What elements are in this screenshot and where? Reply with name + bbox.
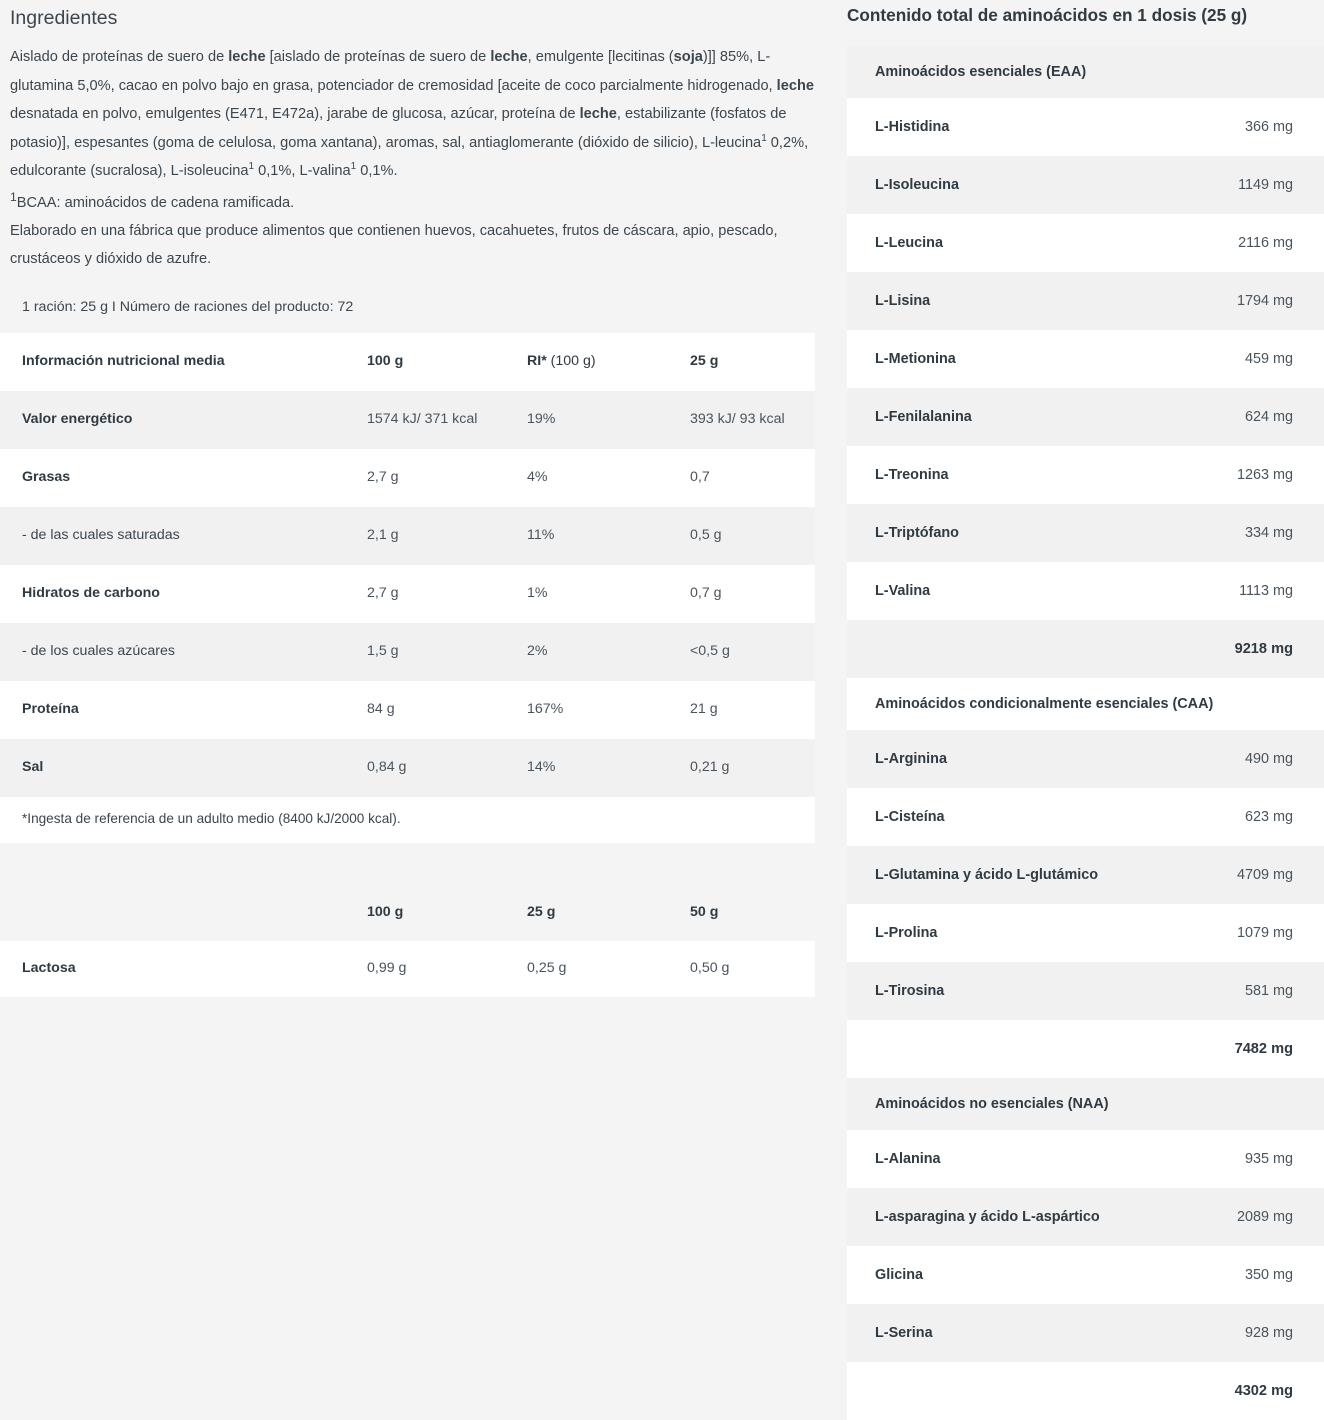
- amino-acid-value: 1149 mg: [1238, 177, 1293, 193]
- nutrition-row-value-100g: 2,7 g: [345, 449, 505, 507]
- amino-acid-name: L-Prolina: [875, 925, 938, 941]
- lactose-table: [0, 885, 815, 997]
- nutrition-row-value-25g: 0,5 g: [668, 507, 815, 565]
- amino-acids-title: Contenido total de aminoácidos en 1 dosis (25 g): [847, 5, 1248, 25]
- lactose-row-value-100g: 0,99 g: [345, 941, 505, 997]
- ingredient-text-segment: Aislado de proteínas de suero de: [10, 49, 229, 66]
- nutrition-row-value-ri: 4%: [505, 449, 668, 507]
- amino-acid-name: L-Metionina: [875, 351, 956, 367]
- amino-acid-row: [847, 446, 1324, 504]
- amino-acid-name: L-Histidina: [875, 119, 950, 135]
- amino-acid-group-header: Aminoácidos no esenciales (NAA): [847, 1078, 1324, 1130]
- ingredient-text-segment: leche: [579, 106, 617, 123]
- amino-acid-row: [847, 272, 1324, 330]
- nutrition-header-ri-label: RI*: [527, 352, 547, 369]
- ingredient-text-segment: 0,1%.: [356, 163, 398, 180]
- lactose-header-25g: 25 g: [505, 885, 668, 941]
- bcaa-note-text: BCAA: aminoácidos de cadena ramificada.: [16, 194, 295, 211]
- nutrition-footnote: *Ingesta de referencia de un adulto medio (8400 kJ/2000 kcal).: [0, 797, 815, 843]
- amino-acid-name: L-Leucina: [875, 235, 943, 251]
- amino-acid-value: 581 mg: [1245, 983, 1293, 999]
- nutrition-header-row: [0, 333, 815, 391]
- nutrition-row-label: Proteína: [0, 681, 345, 739]
- amino-acid-name: Glicina: [875, 1267, 923, 1283]
- amino-acid-row: [847, 330, 1324, 388]
- table-row: [0, 681, 815, 739]
- table-row: [0, 391, 815, 449]
- ingredients-heading: Ingredientes: [10, 7, 118, 29]
- amino-acid-name: L-Isoleucina: [875, 177, 959, 193]
- amino-acid-name: L-Fenilalanina: [875, 409, 972, 425]
- ingredient-text-segment: , emulgente [lecitinas (: [527, 49, 674, 66]
- nutrition-row-label: Sal: [0, 739, 345, 797]
- amino-acid-row: [847, 156, 1324, 214]
- nutrition-header-ri: [505, 333, 668, 391]
- amino-acid-name: L-Tirosina: [875, 983, 945, 999]
- nutrition-row-value-ri: 167%: [505, 681, 668, 739]
- ingredients-block: [0, 0, 830, 274]
- amino-acid-group-header: Aminoácidos condicionalmente esenciales (CAA): [847, 678, 1324, 730]
- bcaa-note-superscript: 1: [10, 189, 17, 204]
- amino-acid-row: [847, 1246, 1324, 1304]
- lactose-row-label: Lactosa: [0, 941, 345, 997]
- amino-acid-row: [847, 98, 1324, 156]
- ingredient-text-segment: 1: [350, 161, 357, 173]
- amino-acid-value: 366 mg: [1245, 119, 1293, 135]
- amino-acid-value: 2089 mg: [1236, 1209, 1293, 1225]
- nutrition-header-25g: 25 g: [668, 333, 815, 391]
- amino-acid-group-total: 4302 mg: [847, 1362, 1324, 1420]
- amino-acid-value: 490 mg: [1245, 751, 1293, 767]
- nutrition-row-value-25g: 0,7: [668, 449, 815, 507]
- nutrition-row-value-100g: 1574 kJ/ 371 kcal: [345, 391, 505, 449]
- ingredient-text-segment: soja: [673, 49, 703, 66]
- nutrition-row-value-100g: 1,5 g: [345, 623, 505, 681]
- serving-info: 1 ración: 25 g I Número de raciones del producto: 72: [22, 298, 354, 315]
- amino-acid-value: 1794 mg: [1236, 293, 1293, 309]
- amino-acid-name: L-Cisteína: [875, 809, 945, 825]
- amino-acid-value: 2116 mg: [1238, 235, 1293, 251]
- nutrition-row-value-ri: 11%: [505, 507, 668, 565]
- table-row: [0, 739, 815, 797]
- amino-acid-row: [847, 214, 1324, 272]
- amino-acid-value: 624 mg: [1245, 409, 1293, 425]
- amino-acid-value: 1079 mg: [1236, 925, 1293, 941]
- ingredient-text-segment: leche: [490, 49, 528, 66]
- amino-acid-row: [847, 904, 1324, 962]
- amino-acid-name: L-Valina: [875, 583, 931, 599]
- amino-acid-value: 4709 mg: [1236, 867, 1293, 883]
- lactose-row-value-25g: 0,25 g: [505, 941, 668, 997]
- nutrition-header-100g: 100 g: [345, 333, 505, 391]
- nutrition-row-label: Valor energético: [0, 391, 345, 449]
- nutrition-row-label: Hidratos de carbono: [0, 565, 345, 623]
- nutrition-row-value-100g: 0,84 g: [345, 739, 505, 797]
- ingredient-text-segment: leche: [776, 77, 814, 94]
- nutrition-row-value-25g: 0,7 g: [668, 565, 815, 623]
- ingredient-text-segment: )]] 85%, L-glutamina 5,0%, cacao en polvo bajo en grasa, potenciador de cremosidad [aceite de coco parcialmente hidrogenado,: [10, 49, 777, 94]
- ingredient-text-segment: desnatada en polvo, emulgentes (E471, E472a), jarabe de glucosa, azúcar, proteína de: [10, 106, 580, 123]
- lactose-table-body: [0, 941, 815, 997]
- amino-acid-row: [847, 504, 1324, 562]
- nutrition-row-value-ri: 14%: [505, 739, 668, 797]
- ingredient-text-segment: , estabilizante (fosfatos de potasio)], espesantes (goma de celulosa, goma xantana), aromas, sal, antiaglomerante (dióxido de silicio), L-leucina: [10, 106, 787, 151]
- right-column: [830, 0, 1324, 1420]
- amino-acid-value: 334 mg: [1245, 525, 1293, 541]
- nutrition-row-label: - de los cuales azúcares: [0, 623, 345, 681]
- ingredient-text-segment: 0,1%, L-valina: [254, 163, 351, 180]
- ingredient-text-segment: 1: [248, 161, 255, 173]
- nutrition-row-value-100g: 84 g: [345, 681, 505, 739]
- nutrition-row-value-25g: 0,21 g: [668, 739, 815, 797]
- lactose-row-value-50g: 0,50 g: [668, 941, 815, 997]
- amino-acid-value: 459 mg: [1245, 351, 1293, 367]
- nutrition-row-value-100g: 2,7 g: [345, 565, 505, 623]
- nutrition-row-label: - de las cuales saturadas: [0, 507, 345, 565]
- lactose-table-head: [0, 885, 815, 941]
- lactose-header-100g: 100 g: [345, 885, 505, 941]
- nutrition-row-value-25g: 21 g: [668, 681, 815, 739]
- amino-acid-name: L-Arginina: [875, 751, 947, 767]
- amino-acid-row: [847, 1130, 1324, 1188]
- amino-acids-list: [836, 46, 1324, 1420]
- nutrition-table-head: [0, 333, 815, 391]
- amino-acid-row: [847, 1188, 1324, 1246]
- table-row: [0, 507, 815, 565]
- nutrition-row-value-ri: 19%: [505, 391, 668, 449]
- nutrition-table: [0, 333, 815, 843]
- left-column: [0, 0, 830, 997]
- amino-acid-name: L-asparagina y ácido L-aspártico: [875, 1209, 1100, 1225]
- allergen-note: Elaborado en una fábrica que produce alimentos que contienen huevos, cacahuetes, frutos de cáscara, apio, pescado, crustáceos y dióxido de azufre.: [10, 222, 778, 268]
- amino-acid-row: [847, 846, 1324, 904]
- nutrition-header-name: Información nutricional media: [0, 333, 345, 391]
- amino-acid-name: L-Serina: [875, 1325, 933, 1341]
- amino-acid-row: [847, 1304, 1324, 1362]
- amino-acid-row: [847, 730, 1324, 788]
- amino-acid-value: 623 mg: [1245, 809, 1293, 825]
- nutrition-row-value-25g: <0,5 g: [668, 623, 815, 681]
- table-row: [0, 565, 815, 623]
- ingredient-text-segment: [aislado de proteínas de suero de: [265, 49, 491, 66]
- nutrition-row-value-ri: 1%: [505, 565, 668, 623]
- amino-acid-name: L-Glutamina y ácido L-glutámico: [875, 867, 1099, 883]
- table-spacer: [0, 843, 830, 885]
- amino-acid-value: 928 mg: [1245, 1325, 1293, 1341]
- amino-acid-row: [847, 562, 1324, 620]
- lactose-header-blank: [0, 885, 345, 941]
- table-row: [0, 623, 815, 681]
- amino-acid-value: 350 mg: [1245, 1267, 1293, 1283]
- table-row: [0, 449, 815, 507]
- amino-acid-row: [847, 388, 1324, 446]
- amino-acid-value: 935 mg: [1245, 1151, 1293, 1167]
- ingredients-body-text: [10, 43, 815, 185]
- nutrition-table-body: [0, 391, 815, 843]
- amino-acid-name: L-Triptófano: [875, 525, 959, 541]
- lactose-header-row: [0, 885, 815, 941]
- amino-acid-group-header: Aminoácidos esenciales (EAA): [847, 46, 1324, 98]
- nutrition-row-value-100g: 2,1 g: [345, 507, 505, 565]
- nutrition-footnote-row: [0, 797, 815, 843]
- amino-acid-name: L-Lisina: [875, 293, 931, 309]
- lactose-header-50g: 50 g: [668, 885, 815, 941]
- ingredient-text-segment: leche: [228, 49, 266, 66]
- amino-acid-value: 1113 mg: [1239, 583, 1293, 599]
- amino-acid-value: 1263 mg: [1236, 467, 1293, 483]
- nutrition-header-ri-unit: (100 g): [546, 352, 596, 369]
- amino-acid-row: [847, 962, 1324, 1020]
- amino-acid-group-total: 7482 mg: [847, 1020, 1324, 1078]
- amino-acid-group-total: 9218 mg: [847, 620, 1324, 678]
- nutrition-row-value-25g: 393 kJ/ 93 kcal: [668, 391, 815, 449]
- bcaa-note: [10, 186, 815, 217]
- table-row: [0, 941, 815, 997]
- amino-acid-name: L-Alanina: [875, 1151, 941, 1167]
- amino-acid-row: [847, 788, 1324, 846]
- nutrition-row-value-ri: 2%: [505, 623, 668, 681]
- ingredient-text-segment: 0,2%, edulcorante (sucralosa), L-isoleucina: [10, 134, 809, 180]
- nutrition-row-label: Grasas: [0, 449, 345, 507]
- amino-acid-name: L-Treonina: [875, 467, 949, 483]
- ingredient-text-segment: 1: [761, 132, 767, 144]
